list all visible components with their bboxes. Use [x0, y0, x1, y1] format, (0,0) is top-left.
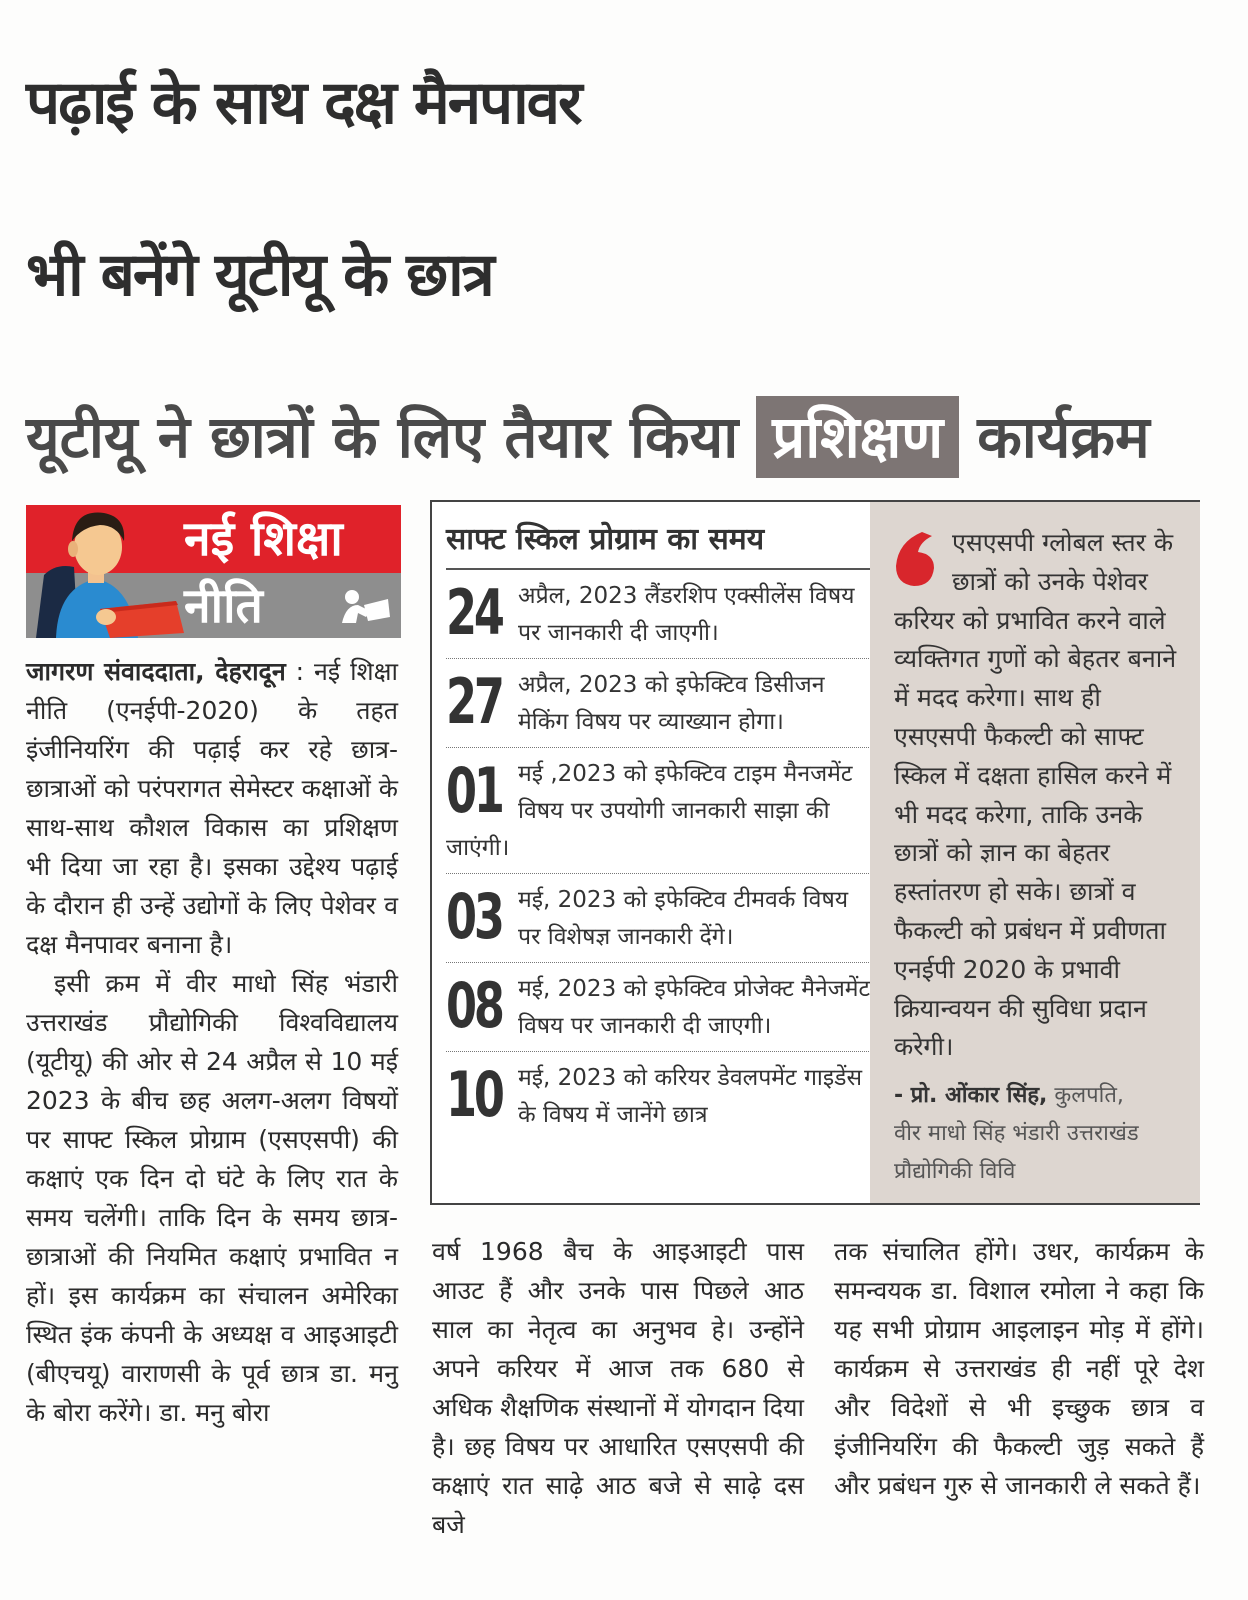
quote-author-name: - प्रो. ओंकार सिंह,	[894, 1083, 1048, 1108]
article-column-3-text: तक संचालित होंगे। उधर, कार्यक्रम के समन्वयक डा. विशाल रमोला ने कहा कि यह सभी प्रोग्राम आइलाइन मोड़ में होंगे। कार्यक्रम से उत्तराखंड ही नहीं पूरे देश और विदेशों से भी इच्छुक छात्र व इंजीनियरिंग की फैकल्टी जुड़ सकते हैं और प्रबंधन गुरु से जानकारी ले सकते हैं।	[834, 1237, 1204, 1500]
schedule-event-day: 24	[446, 576, 502, 649]
subheadline	[26, 392, 1150, 482]
article-column-2-text: वर्ष 1968 बैच के आइआइटी पास आउट हैं और उनके पास पिछले आठ साल का नेतृत्व का अनुभव हे। उन्होंने अपने करियर में आज तक 680 से अधिक शैक्षणिक संस्थानों में योगदान दिया है। छह विषय पर आधारित एसएसपी की कक्षाएं रात साढ़े आठ बजे से साढ़े दस बजे	[432, 1237, 804, 1539]
quote-author-org: वीर माधो सिंह भंडारी उत्तराखंड प्रौद्योगिकी विवि	[894, 1121, 1139, 1184]
headline-line-2: भी बनेंगे यूटीयू के छात्र	[26, 240, 493, 310]
quote-text-block	[894, 524, 1184, 1067]
article-column-1	[26, 652, 398, 1432]
subheadline-before: यूटीयू ने छात्रों के लिए तैयार किया	[26, 403, 739, 471]
schedule-event	[446, 659, 871, 748]
reading-figure-icon	[336, 587, 392, 627]
article-column-3	[834, 1232, 1204, 1505]
subheadline-highlight: प्रशिक्षण	[756, 396, 959, 478]
schedule-event	[446, 570, 871, 659]
headline-line-1: पढ़ाई के साथ दक्ष मैनपावर	[26, 68, 581, 138]
schedule-title: साफ्ट स्किल प्रोग्राम का समय	[446, 516, 871, 570]
schedule-event-text: मई ,2023 को इफेक्टिव टाइम मैनजमेंट विषय पर उपयोगी जानकारी साझा की जाएंगी।	[446, 761, 853, 861]
quote-text: एसएसपी ग्लोबल स्तर के छात्रों को उनके पेशेवर करियर को प्रभावित करने वाले व्यक्तिगत गुणों को बेहतर बनाने में मदद करेगा। साथ ही एसएसपी फैकल्टी को साफ्ट स्किल में दक्षता हासिल करने में भी मदद करेगा, ताकि उनके छात्रों को ज्ञान का बेहतर हस्तांतरण हो सके। छात्रों व फैकल्टी को प्रबंधन में प्रवीणता एनईपी 2020 के प्रभावी क्रियान्वयन की सुविधा प्रदान करेगी।	[894, 528, 1177, 1062]
subheadline-after: कार्यक्रम	[977, 403, 1150, 471]
schedule-event	[446, 874, 871, 963]
student-icon	[26, 505, 186, 638]
logo-line-1: नई शिक्षा	[184, 511, 343, 567]
byline: जागरण संवाददाता, देहरादून	[26, 657, 286, 686]
schedule-event	[446, 748, 871, 874]
article-column-2	[432, 1232, 804, 1544]
schedule-list	[446, 570, 871, 1140]
schedule-box	[430, 500, 1200, 1205]
schedule-event-day: 08	[446, 969, 502, 1042]
schedule-event-day: 27	[446, 665, 502, 738]
schedule-event-text: मई, 2023 को इफेक्टिव प्रोजेक्ट मैनेजमेंट विषय पर जानकारी दी जाएगी।	[518, 976, 871, 1039]
schedule-event-text: अप्रैल, 2023 को इफेक्टिव डिसीजन मेकिंग विषय पर व्याख्यान होगा।	[518, 672, 825, 735]
schedule-event-text: अप्रैल, 2023 लैंडरशिप एक्सीलेंस विषय पर जानकारी दी जाएगी।	[518, 583, 855, 646]
article-paragraph-1: जागरण संवाददाता, देहरादून : नई शिक्षा नीति (एनईपी-2020) के तहत इंजीनियरिंग की पढ़ाई कर रहे छात्र-छात्राओं को परंपरागत सेमेस्टर कक्षाओं के साथ-साथ कौशल विकास का प्रशिक्षण भी दिया जा रहा है। इसका उद्देश्य पढ़ाई के दौरान ही उन्हें उद्योगों के लिए पेशेवर व दक्ष मैनपावर बनाना है।	[26, 657, 398, 959]
schedule-event-day: 01	[446, 754, 502, 827]
article-paragraph-2: इसी क्रम में वीर माधो सिंह भंडारी उत्तराखंड प्रौद्योगिकी विश्वविद्यालय (यूटीयू) की ओर से 24 अप्रैल से 10 मई 2023 के बीच छह अलग-अलग विषयों पर साफ्ट स्किल प्रोग्राम (एसएसपी) की कक्षाएं एक दिन दो घंटे के लिए रात के समय चलेंगी। ताकि दिन के समय छात्र-छात्राओं की नियमित कक्षाएं प्रभावित न हों। इस कार्यक्रम का संचालन अमेरिका स्थित इंक कंपनी के अध्यक्ष व आइआइटी (बीएचयू) वाराणसी के पूर्व छात्र डा. मनु के बोरा करेंगे। डा. मनु बोरा	[26, 969, 398, 1427]
nai-shiksha-niti-logo	[26, 505, 401, 638]
schedule-event-day: 10	[446, 1058, 502, 1131]
schedule-event	[446, 963, 871, 1052]
quote-author-title: कुलपति,	[1054, 1083, 1124, 1108]
schedule-event-text: मई, 2023 को करियर डेवलपमेंट गाइडेंस के विषय में जानेंगे छात्र	[518, 1065, 862, 1128]
article-paragraph-1-text: नई शिक्षा नीति (एनईपी-2020) के तहत इंजीनियरिंग की पढ़ाई कर रहे छात्र-छात्राओं को परंपरागत सेमेस्टर कक्षाओं के साथ-साथ कौशल विकास का प्रशिक्षण भी दिया जा रहा है। इसका उद्देश्य पढ़ाई के दौरान ही उन्हें उद्योगों के लिए पेशेवर व दक्ष मैनपावर बनाना है।	[26, 657, 398, 959]
schedule-panel	[446, 516, 871, 1140]
schedule-event-day: 03	[446, 880, 502, 953]
logo-line-2: नीति	[184, 578, 263, 634]
schedule-event	[446, 1052, 871, 1140]
quote-panel	[870, 502, 1200, 1203]
schedule-event-text: मई, 2023 को इफेक्टिव टीमवर्क विषय पर विशेषज्ञ जानकारी देंगे।	[518, 887, 849, 950]
quote-author	[894, 1077, 1194, 1191]
